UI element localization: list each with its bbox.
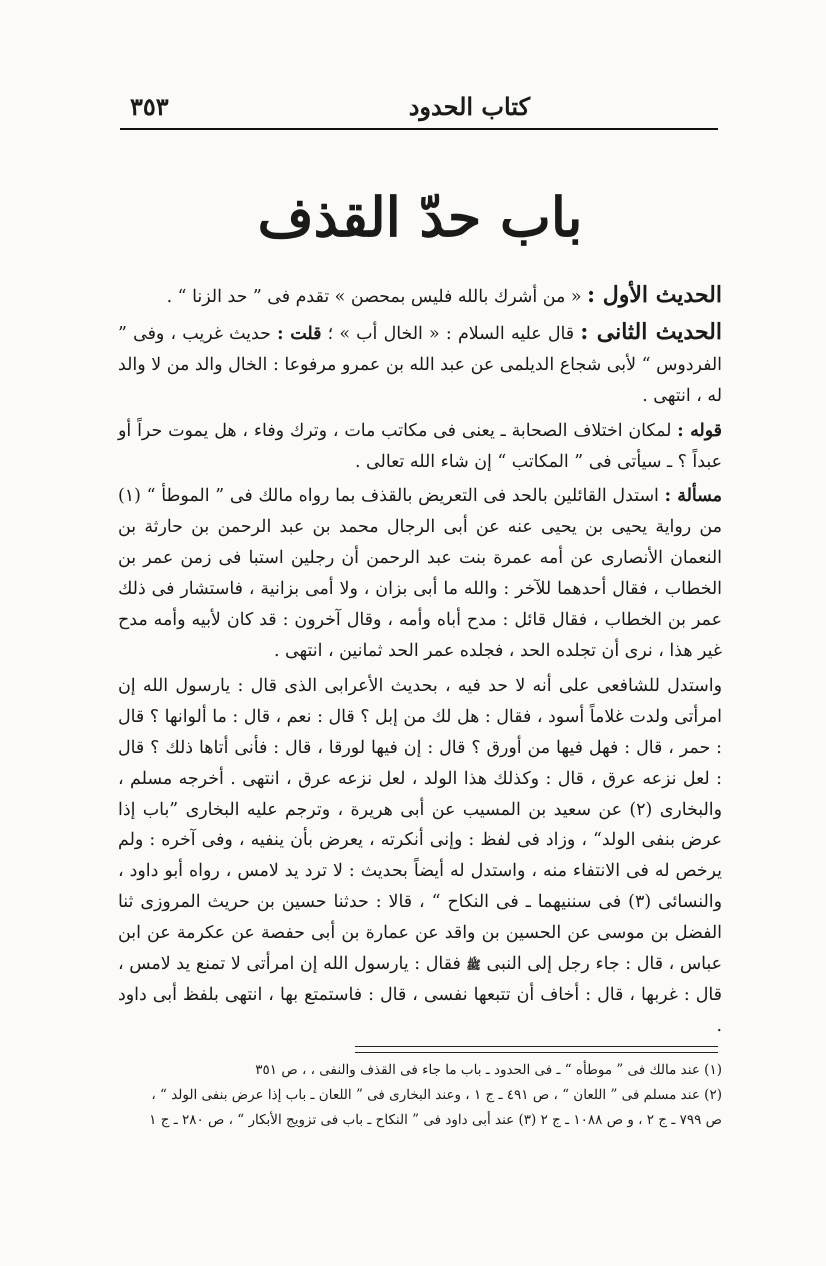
footnote-divider [355, 1046, 718, 1053]
paragraph-lead: قوله : [677, 420, 722, 441]
paragraph-text: استدل القائلين بالحد فى التعريض بالقذف بما رواه مالك فى ” الموطأ “ (١) من رواية يحيى بن يحيى عنه عن أبى الرجال محمد بن عبد الرحمن بن حارثة بن النعمان الأنصارى عن أمه عمرة بنت عبد الرحمن أن رجلين استبا فى زمن عمر بن الخطاب ، فقال أحدهما للآخر : والله ما أبى بزان ، ولا أمى بزانية ، فاستشار فى ذلك عمر بن الخطاب ، فقال قائل : مدح أباه وأمه ، وقال آخرون : قد كان لأبيه وأمه مدح غير هذا ، نرى أن تجلده الحد ، فجلده عمر الحد ثمانين ، انتهى . [118, 486, 722, 661]
paragraph-masala [118, 481, 722, 666]
footnotes [112, 1058, 722, 1148]
chapter-title: باب حدّ القذف [257, 185, 583, 249]
paragraph-qawluhu [118, 416, 722, 478]
paragraph-text-end: فقال : يارسول الله إن امرأتى لا تمنع يد لامس ، قال : غربها ، قال : أخاف أن تتبعها نفسى ، قال : فاستمتع بها ، انتهى بلفظ أبى داود . [118, 954, 722, 1036]
paragraph-text-secondary: حديث غريب ، وفى ” الفردوس “ لأبى شجاع الديلمى عن عبد الله بن عمرو مرفوعا : الخال والد من لا والد له ، انتهى . [118, 323, 722, 406]
body-text [118, 280, 722, 1060]
footnote-line: (١) عند مالك فى ” موطأه “ ـ فى الحدود ـ باب ما جاء فى القذف والنفى ، ، ص ٣٥١ [255, 1062, 722, 1078]
footnote-line: (٢) عند مسلم فى ” اللعان “ ، ص ٤٩١ ـ ج ١ ، وعند البخارى فى ” اللعان ـ باب إذا عرض بنفى الولد “ ، [151, 1087, 722, 1103]
paragraph-lead-secondary: قلت : [277, 323, 322, 344]
header-rule [120, 128, 718, 130]
paragraph-hadith-2 [118, 317, 722, 412]
paragraph-lead: مسألة : [664, 486, 722, 507]
paragraph-shafii [118, 671, 722, 1042]
footnote-line: ص ٧٩٩ ـ ج ٢ ، و ص ١٠٨٨ ـ ج ٢ (٣) عند أبى داود فى ” النكاح ـ باب فى تزويج الأبكار “ ، ص ٢٨٠ ـ ج ١ [149, 1112, 722, 1128]
paragraph-lead: الحديث الثانى : [580, 318, 722, 345]
paragraph-text: واستدل للشافعى على أنه لا حد فيه ، بحديث الأعرابى الذى قال : يارسول الله إن امرأتى ولدت غلاماً أسود ، فقال : هل لك من إبل ؟ قال : نعم ، قال : ما ألوانها ؟ قال : حمر ، قال : فهل فيها من أورق ؟ قال : إن فيها لورقا ، قال : فأنى أتاها ذلك ؟ قال : لعل نزعه عرق ، قال : وكذلك هذا الولد ، لعل نزعه عرق ، انتهى . أخرجه مسلم ، والبخارى (٢) عن سعيد بن المسيب عن أبى هريرة ، وترجم عليه البخارى ”باب إذا عرض بنفى الولد“ ، وزاد فى لفظ : وإنى أنكرته ، يعرض بأن ينفيه ، وفى آخره : ولم يرخص له فى الانتفاء منه ، واستدل له أيضاً بحديث : لا ترد يد لامس ، رواه أبو داود ، والنسائى (٣) فى سننيهما ـ فى النكاح “ ، قالا : حدثنا حسين بن حريث المروزى ثنا الفضل بن موسى عن الحسين بن واقد عن عمارة بن أبى حفصة عن عكرمة عن ابن عباس ، قال : جاء رجل إلى النبى [118, 675, 722, 975]
page-header [120, 86, 720, 126]
paragraph-text: « من أشرك بالله فليس بمحصن » تقدم فى ” حد الزنا “ . [166, 287, 587, 307]
paragraph-lead: الحديث الأول : [587, 282, 722, 308]
paragraph-hadith-1 [118, 280, 722, 313]
salutation-glyph: ﷺ [466, 957, 481, 972]
running-title: كتاب الحدود [408, 92, 530, 121]
paragraph-text: لمكان اختلاف الصحابة ـ يعنى فى مكاتب مات ، وترك وفاء ، هل يموت حراً أو عبداً ؟ ـ سيأتى فى ” المكاتب “ إن شاء الله تعالى . [118, 420, 722, 472]
page-number: ٣٥٣ [130, 92, 169, 121]
paragraph-text: قال عليه السلام : « الخال أب » ؛ [321, 323, 581, 344]
